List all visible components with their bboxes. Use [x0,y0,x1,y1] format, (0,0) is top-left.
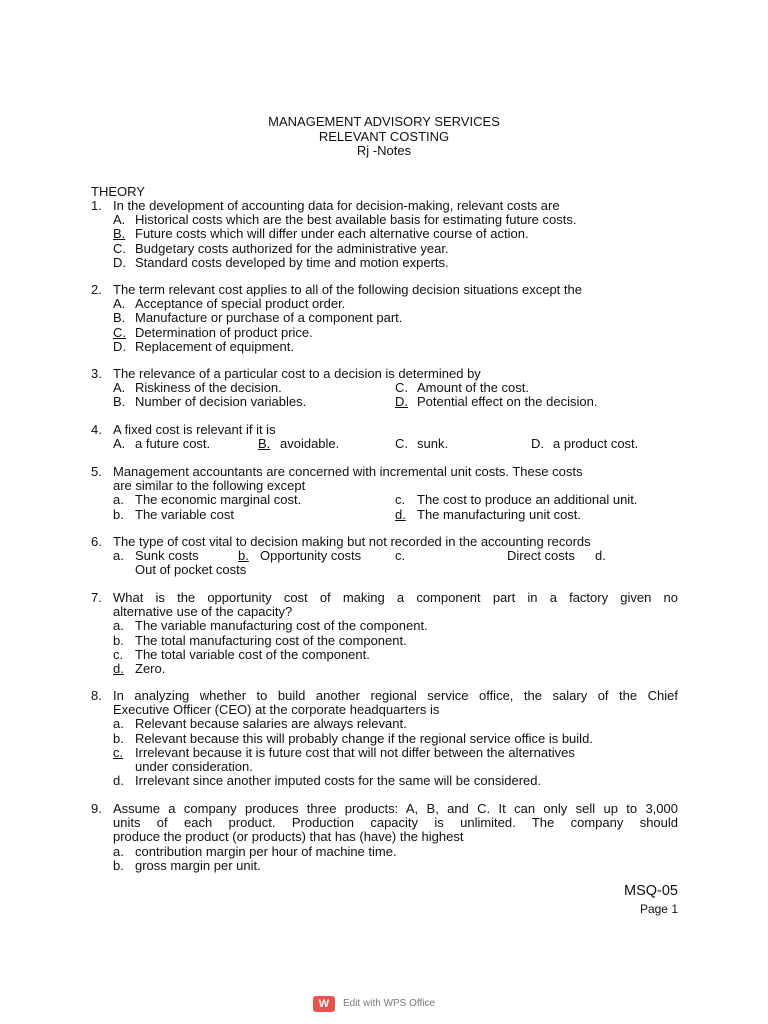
option-text: Opportunity costs [260,548,362,564]
option-letter-answer: B. [113,226,126,242]
option-letter: B. [113,310,126,326]
option-text: Sunk costs [135,548,199,564]
option-item [258,437,395,451]
option-item [113,648,678,662]
option-text: Determination of product price. [135,324,313,340]
option-item [113,213,678,227]
option-item [113,508,395,522]
question-text: A fixed cost is relevant if it is [113,422,276,437]
option-letter-answer: b. [238,548,249,564]
option-item [395,549,595,563]
option-text: Direct costs [507,548,575,564]
option-text: Irrelevant since another imputed costs for the same will be considered. [135,773,542,789]
question-text-cont: alternative use of the capacity? [113,604,293,620]
question-number: 9. [91,801,102,816]
option-item [113,662,678,676]
question-number: 4. [91,422,102,437]
question-3 [91,367,678,410]
question-text: What is the opportunity cost of making a component part in a factory given no [113,590,678,605]
option-text: The total manufacturing cost of the component. [135,632,407,648]
option-item-cont [113,760,678,774]
option-letter: D. [113,254,126,270]
question-number: 3. [91,366,102,381]
option-item [395,493,677,507]
option-letter: a. [113,548,124,564]
option-text: The total variable cost of the component. [135,646,370,662]
option-letter-answer: d. [395,506,406,522]
question-text: The term relevant cost applies to all of the following decision situations except the [113,282,582,297]
question-7 [91,591,678,676]
option-letter: b. [113,632,124,648]
option-item [113,845,678,859]
option-letter: b. [113,857,124,873]
header-subtitle: RELEVANT COSTING [318,128,450,144]
option-item [113,256,678,270]
option-text: The manufacturing unit cost. [417,506,582,522]
page-number: Page 1 [639,902,678,916]
option-text: sunk. [417,436,449,452]
option-letter: d. [595,548,606,564]
option-letter: A. [113,212,126,228]
option-item [113,227,678,241]
option-letter: c. [113,646,124,662]
option-text: Manufacture or purchase of a component part. [135,310,403,326]
option-item [113,859,678,873]
option-text: The variable cost [135,506,234,522]
option-text: Irrelevant because it is future cost that will not differ between the alternatives [135,744,575,760]
option-item [113,297,678,311]
option-letter: c. [395,492,406,508]
option-letter: d. [113,773,124,789]
option-letter: A. [113,436,126,452]
option-letter: D. [531,436,544,452]
question-number: 7. [91,590,102,605]
question-number: 5. [91,464,102,479]
option-text-cont: under consideration. [135,759,253,775]
question-number: 8. [91,688,102,703]
question-text-cont: units of each product. Production capacity is unlimited. The company should [113,815,678,831]
option-letter: A. [113,296,126,312]
option-letter-answer: d. [113,661,124,677]
question-number: 1. [91,198,102,213]
option-text: gross margin per unit. [135,857,261,873]
option-text: Historical costs which are the best available basis for estimating future costs. [135,212,577,228]
option-text: Budgetary costs authorized for the administrative year. [135,240,449,256]
option-text: Relevant because this will probably change if the regional service office is build. [135,730,593,746]
option-letter: c. [395,548,406,564]
option-item [238,549,395,563]
option-item [113,549,238,563]
option-letter-answer: B. [258,436,271,452]
header-notes: Rj -Notes [356,143,412,158]
question-text-cont: produce the product (or products) that has (have) the highest [113,829,464,845]
option-text: The cost to produce an additional unit. [417,492,638,508]
option-item [113,381,395,395]
option-item [113,326,678,340]
option-letter: B. [113,394,126,410]
option-letter: a. [113,843,124,859]
question-text: Management accountants are concerned with incremental unit costs. These costs [113,464,583,479]
wps-logo-icon: W [313,996,335,1012]
question-8 [91,689,678,788]
question-1 [91,199,678,270]
question-text: In the development of accounting data for decision-making, relevant costs are [113,198,560,213]
option-text: Zero. [135,661,166,677]
option-item [395,437,531,451]
option-letter: b. [113,730,124,746]
option-text: avoidable. [280,436,340,452]
question-5 [91,465,678,522]
question-2 [91,283,678,354]
option-letter: D. [113,338,126,354]
option-item [113,395,395,409]
option-item [113,242,678,256]
option-letter: C. [395,436,408,452]
wps-watermark-text: Edit with WPS Office [343,997,436,1009]
option-item [113,619,678,633]
option-item [113,774,678,788]
question-4 [91,423,678,451]
question-9 [91,802,678,873]
document-header [0,115,768,159]
option-item [595,549,617,563]
question-text: The type of cost vital to decision making but not recorded in the accounting records [113,534,591,549]
option-item [113,340,678,354]
option-text: a product cost. [553,436,639,452]
option-text: Standard costs developed by time and motion experts. [135,254,449,270]
question-number: 6. [91,534,102,549]
option-item [113,311,678,325]
option-item [113,437,258,451]
option-letter-answer: D. [395,394,408,410]
option-text: Amount of the cost. [417,380,530,396]
option-text-cont: Out of pocket costs [135,562,247,578]
option-letter: b. [113,506,124,522]
question-text-cont: are similar to the following except [113,478,306,494]
option-text: Relevant because salaries are always relevant. [135,716,407,732]
option-letter-answer: c. [113,744,124,760]
wps-watermark[interactable] [313,996,435,1012]
option-item [395,508,677,522]
option-text: The variable manufacturing cost of the component. [135,618,428,634]
option-text: Future costs which will differ under each alternative course of action. [135,226,529,242]
option-text: a future cost. [135,436,211,452]
option-text: contribution margin per hour of machine time. [135,843,397,859]
question-text: The relevance of a particular cost to a decision is determined by [113,366,481,381]
document-code: MSQ-05 [624,883,678,899]
option-letter: a. [113,492,124,508]
option-item [113,732,678,746]
option-item [531,437,638,451]
option-item [113,493,395,507]
question-number: 2. [91,282,102,297]
option-letter: A. [113,380,126,396]
question-6 [91,535,678,578]
option-letter: a. [113,716,124,732]
option-letter: a. [113,618,124,634]
option-text: Replacement of equipment. [135,338,294,354]
question-text: In analyzing whether to build another regional service office, the salary of the Chief [113,688,678,703]
option-letter: C. [113,240,126,256]
option-item [113,746,678,760]
option-item [113,717,678,731]
option-text: The economic marginal cost. [135,492,302,508]
question-text: Assume a company produces three products: A, B, and C. It can only sell up to 3,000 [113,801,678,816]
section-title: THEORY [91,184,145,199]
option-item [113,634,678,648]
option-item [395,381,677,395]
option-text: Number of decision variables. [135,394,307,410]
option-text: Riskiness of the decision. [135,380,282,396]
option-text: Potential effect on the decision. [417,394,598,410]
option-letter-answer: C. [113,324,126,340]
option-letter: C. [395,380,408,396]
option-text: Acceptance of special product order. [135,296,346,312]
header-title: MANAGEMENT ADVISORY SERVICES [268,114,500,129]
option-item [395,395,677,409]
question-text-cont: Executive Officer (CEO) at the corporate headquarters is [113,702,440,718]
